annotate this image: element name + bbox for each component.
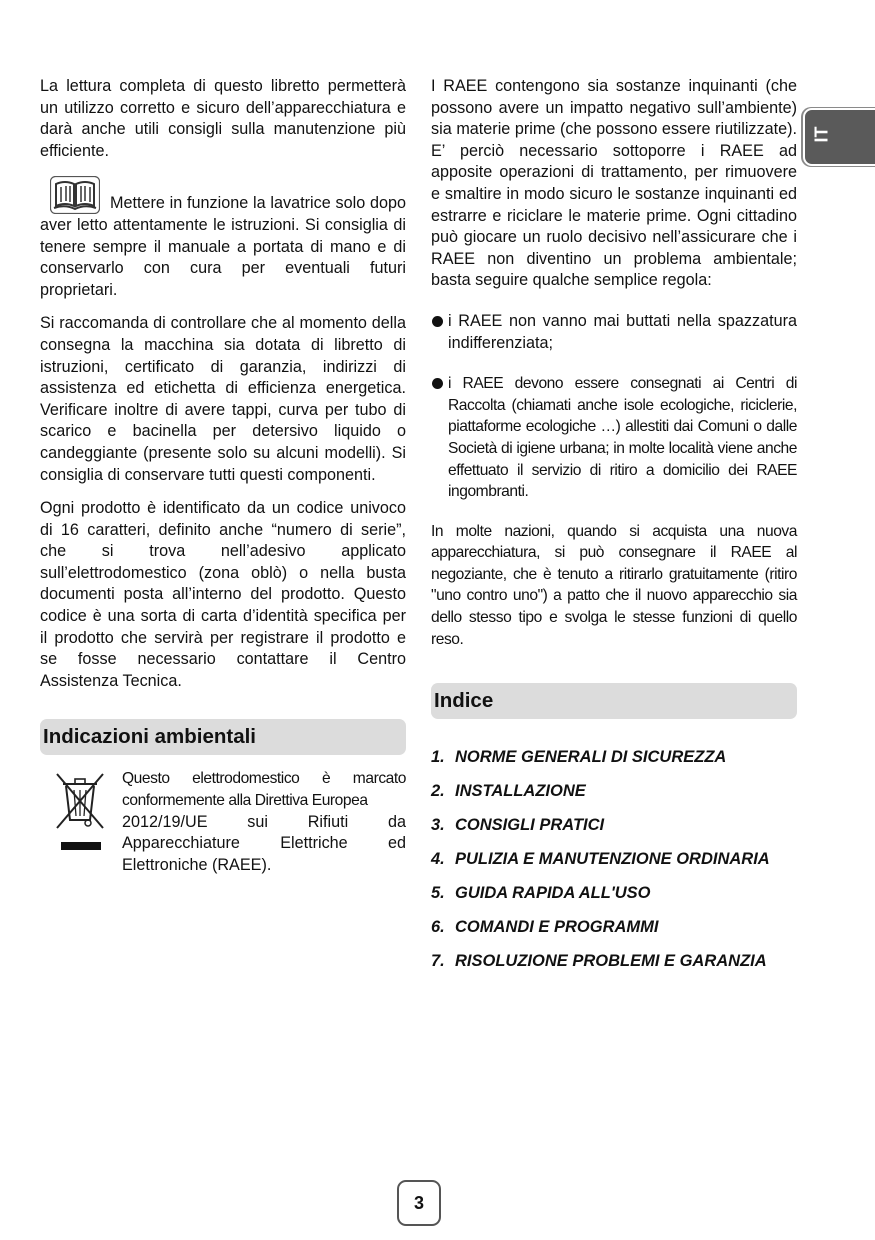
raee-intro-paragraph: I RAEE contengono sia sostanze inquinanti (che possono avere un impatto negativo sull’ambiente) sia materie prime (che possono essere riutilizzate). E’ perciò necessario sottoporre i RAEE ad apposite operazioni di trattamento, per rimuovere e smaltire in modo sicuro le sostanze inquinanti ed estrarre e riciclare le materie prime. Ogni cittadino può giocare un ruolo decisivo nell’assicurare che i RAEE non diventino un problema ambientale; basta seguire qualche semplice regola: <box>431 77 797 290</box>
raee-bullet-1 <box>431 311 797 354</box>
raee-bullet-1-text: i RAEE non vanno mai buttati nella spazzatura indifferenziata; <box>448 311 797 352</box>
serial-code-paragraph: Ogni prodotto è identificato da un codice univoco di 16 caratteri, definito anche “numero di serie”, che si trova nell’adesivo applicato sull’elettrodomestico (zona oblò) o nella busta documenti posta all’interno del prodotto. Questo codice è una sorta di carta d’identità specifica per il prodotto che servirà per registrare il prodotto e se fosse necessario contattare il Centro Assistenza Tecnica. <box>40 499 406 690</box>
table-of-contents <box>431 748 797 970</box>
right-column <box>431 76 797 986</box>
toc-item[interactable]: 2. INSTALLAZIONE <box>431 782 586 801</box>
left-column <box>40 76 406 876</box>
open-book-icon <box>50 176 100 214</box>
environment-heading: Indicazioni ambientali <box>40 719 406 755</box>
language-tab <box>803 108 875 166</box>
raee-bullet-2-text: i RAEE devono essere consegnati ai Centri di Raccolta (chiamati anche isole ecologiche, riciclerie, piattaforme ecologiche …) allestiti dai Comuni o dalle Società di igiene urbana; in molte località viene anche effettuato il servizio di ritiro a domicilio dei RAEE ingombranti. <box>448 375 797 501</box>
environment-text <box>122 768 406 876</box>
toc-item[interactable]: 3. CONSIGLI PRATICI <box>431 816 605 835</box>
one-for-one-paragraph: In molte nazioni, quando si acquista una nuova apparecchiatura, si può consegnare il RAEE al negoziante, che è tenuto a ritirarlo gratuitamente (ritiro "uno contro uno") a patto che il nuovo apparecchio sia dello stesso tipo e svolga le stesse funzioni di quello reso. <box>431 522 797 648</box>
toc-item[interactable]: 1. NORME GENERALI DI SICUREZZA <box>431 748 727 767</box>
toc-item[interactable]: 5. GUIDA RAPIDA ALL'USO <box>431 884 651 903</box>
page-number: 3 <box>397 1180 441 1226</box>
toc-item[interactable]: 6. COMANDI E PROGRAMMI <box>431 918 659 937</box>
toc-item[interactable]: 4. PULIZIA E MANUTENZIONE ORDINARIA <box>431 850 770 869</box>
toc-item[interactable]: 7. RISOLUZIONE PROBLEMI E GARANZIA <box>431 952 767 971</box>
intro-paragraph: La lettura completa di questo libretto permetterà un utilizzo corretto e sicuro dell’apparecchiatura e darà anche utili consigli sulla manutenzione più efficiente. <box>40 77 406 160</box>
index-heading: Indice <box>431 683 797 719</box>
crossed-bin-icon <box>55 772 105 858</box>
manual-note-text: Mettere in funzione la lavatrice solo dopo aver letto attentamente le istruzioni. Si consiglia di tenere sempre il manuale a portata di mano e di conservarlo con cura per eventuali futuri proprietari. <box>40 194 406 299</box>
manual-note <box>40 175 406 301</box>
language-tab-label: IT <box>811 126 832 143</box>
environment-text-part1: Questo elettrodomestico è marcato conformemente alla Direttiva Europea <box>122 770 406 810</box>
raee-bullet-2 <box>431 373 797 503</box>
delivery-check-paragraph: Si raccomanda di controllare che al momento della consegna la macchina sia dotata di libretto di istruzioni, certificato di garanzia, indirizzi di assistenza ed etichetta di efficienza energetica. Verificare inoltre di avere tappi, curva per tubo di scarico e bacinella per detersivo liquido o candeggiante (presente solo su alcuni modelli). Si consiglia di conservare tutti questi componenti. <box>40 314 406 484</box>
environment-block <box>40 768 406 876</box>
environment-text-part2: 2012/19/UE sui Rifiuti da Apparecchiature Elettriche ed Elettroniche (RAEE). <box>122 812 406 874</box>
